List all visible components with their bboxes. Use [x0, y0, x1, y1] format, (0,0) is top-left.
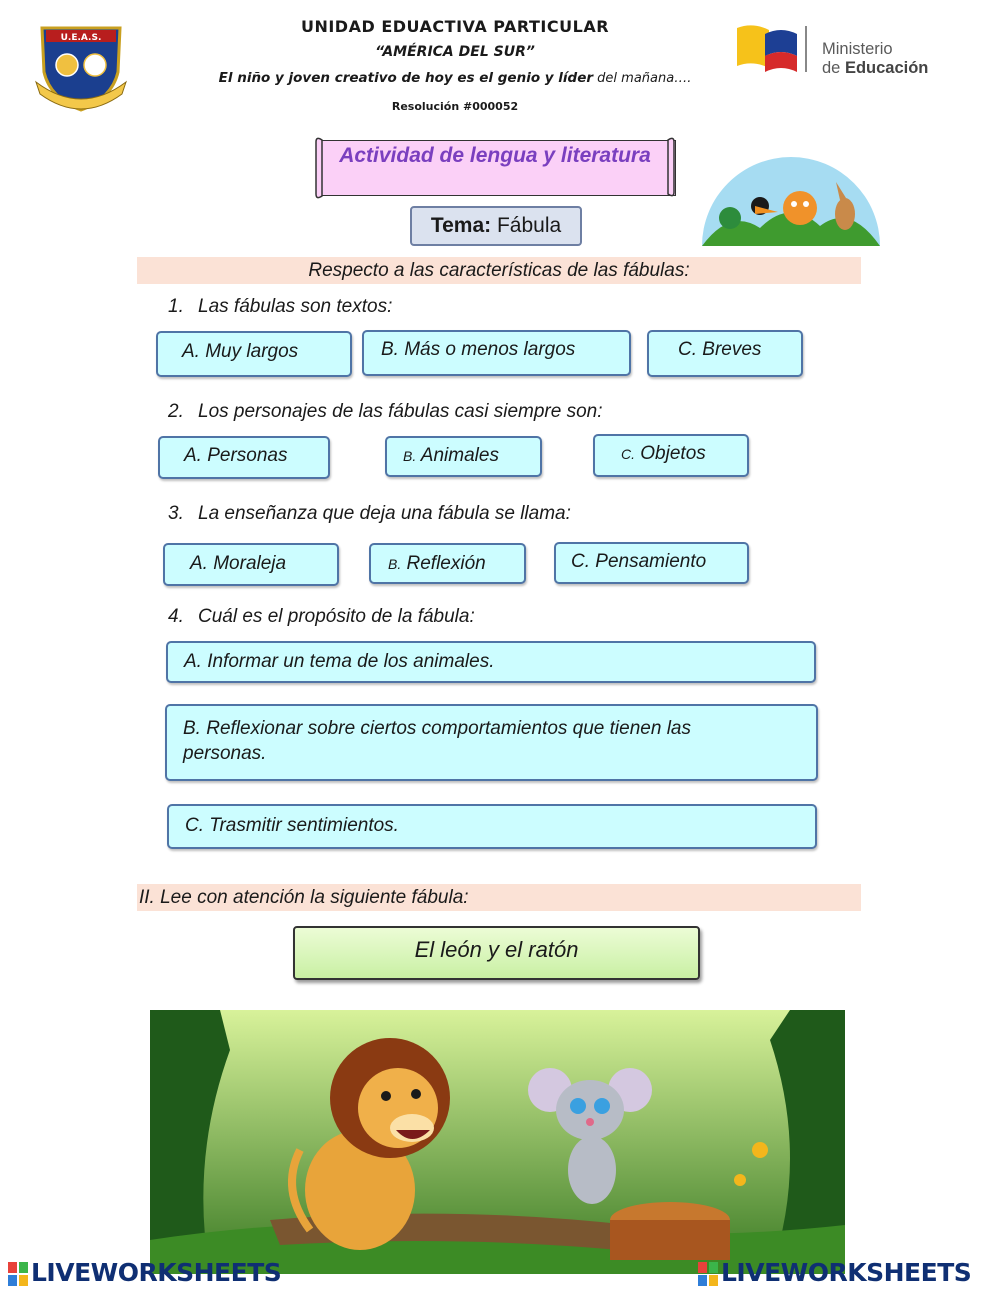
question-4 — [168, 606, 475, 628]
q1-option-c[interactable]: C. Breves — [647, 330, 803, 377]
topic-box — [410, 206, 582, 246]
topic-label: Tema: — [430, 214, 492, 237]
svg-text:U.E.A.S.: U.E.A.S. — [60, 33, 102, 43]
watermark-text: LIVEWORKSHEETS — [31, 1258, 282, 1287]
liveworksheets-logo-icon — [698, 1262, 718, 1286]
q2-option-b[interactable]: B. Animales — [385, 436, 542, 477]
q3-option-a[interactable]: A. Moraleja — [163, 543, 339, 586]
resolution-number: Resolución #000052 — [391, 100, 519, 113]
ministry-line2: de Educación — [822, 59, 929, 77]
watermark-left — [8, 1258, 281, 1287]
school-motto — [150, 70, 760, 86]
ministry-line1: Ministerio — [822, 40, 893, 58]
question-2 — [168, 401, 603, 423]
q3-option-c[interactable]: C. Pensamiento — [554, 542, 749, 584]
animals-illustration — [700, 148, 882, 248]
motto-end: del mañana…. — [593, 71, 692, 86]
question-number: 1. — [168, 296, 184, 317]
question-text: Cuál es el propósito de la fábula: — [198, 606, 475, 627]
school-subname: “AMÉRICA DEL SUR” — [375, 44, 535, 60]
school-crest-logo — [32, 20, 130, 112]
q1-option-b[interactable]: B. Más o menos largos — [362, 330, 631, 376]
topic-value: Fábula — [491, 214, 562, 237]
ministry-flag-logo — [735, 22, 815, 76]
q4-option-c[interactable]: C. Trasmitir sentimientos. — [167, 804, 817, 849]
q4-option-a[interactable]: A. Informar un tema de los animales. — [166, 641, 816, 683]
question-text: La enseñanza que deja una fábula se llama: — [198, 503, 571, 524]
section2-banner: II. Lee con atención la siguiente fábula: — [137, 884, 861, 911]
q3-option-b[interactable]: B. Reflexión — [369, 543, 526, 584]
q2-option-c[interactable]: C. Objetos — [593, 434, 749, 477]
section1-banner: Respecto a las características de las fábulas: — [137, 257, 861, 284]
question-number: 4. — [168, 606, 184, 627]
motto-main: El niño y joven creativo de hoy es el genio y líder — [218, 70, 594, 86]
watermark-right — [698, 1258, 971, 1287]
q1-option-a[interactable]: A. Muy largos — [156, 331, 352, 377]
activity-title: Actividad de lengua y literatura — [339, 144, 651, 167]
watermark-text: LIVEWORKSHEETS — [721, 1258, 972, 1287]
question-1 — [168, 296, 392, 318]
lion-and-mouse-illustration — [150, 1010, 845, 1274]
q4-option-b[interactable]: B. Reflexionar sobre ciertos comportamientos que tienen las personas. — [165, 704, 818, 781]
school-name: UNIDAD EDUACTIVA PARTICULAR — [300, 17, 610, 36]
q2-option-a[interactable]: A. Personas — [158, 436, 330, 479]
question-3 — [168, 503, 571, 525]
question-number: 3. — [168, 503, 184, 524]
story-title: El león y el ratón — [293, 926, 700, 980]
question-number: 2. — [168, 401, 184, 422]
liveworksheets-logo-icon — [8, 1262, 28, 1286]
ministry-name — [822, 40, 928, 78]
question-text: Los personajes de las fábulas casi siempre son: — [198, 401, 603, 422]
question-text: Las fábulas son textos: — [198, 296, 393, 317]
